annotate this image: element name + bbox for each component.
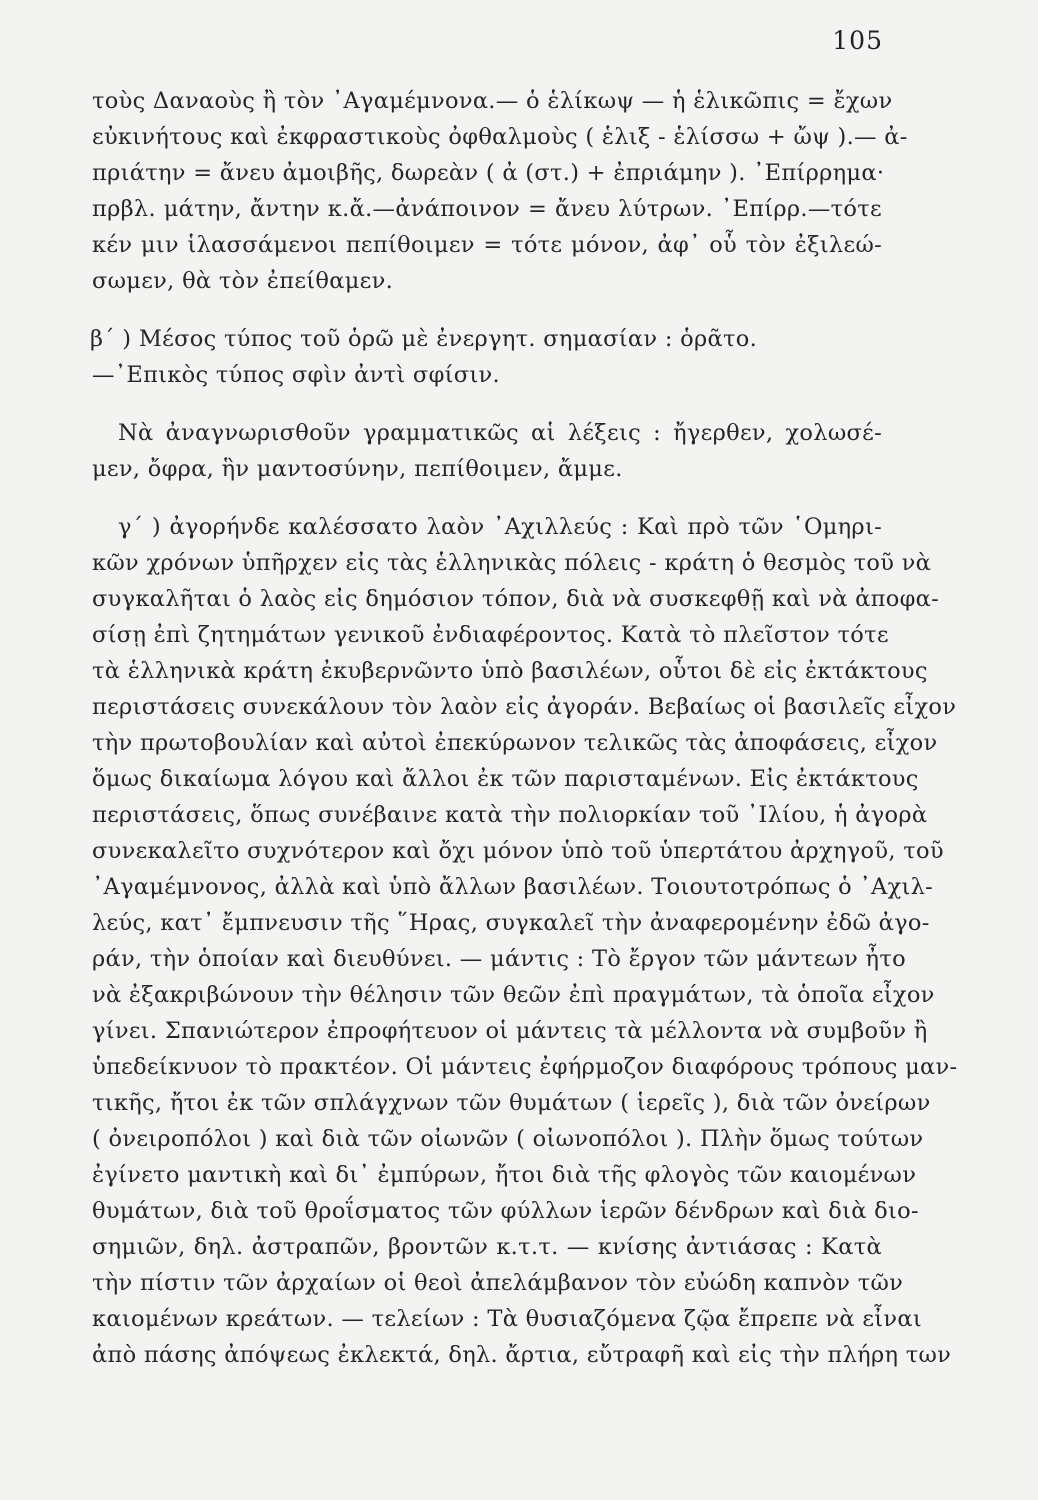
text-line: ( ὀνειροπόλοι ) καὶ διὰ τῶν οἰωνῶν ( οἰωνοπόλοι ). Πλὴν ὅμως τούτων <box>92 1126 924 1152</box>
text-line: πρβλ. μάτην, ἄντην κ.ἄ.—ἀνάποινον = ἄνευ λύτρων. ᾿Επίρρ.—τότε <box>92 196 882 222</box>
text-line: συνεκαλεῖτο συχνότερον καὶ ὄχι μόνον ὑπὸ τοῦ ὑπερτάτου ἀρχηγοῦ, τοῦ <box>92 838 944 864</box>
text-line: συγκαλῆται ὁ λαὸς εἰς δημόσιον τόπον, διὰ νὰ συσκεφθῇ καὶ νὰ ἀποφα- <box>92 586 940 612</box>
text-line: εὐκινήτους καὶ ἐκφραστικοὺς ὀφθαλμοὺς ( ἑλιξ - ἑλίσσω + ὤψ ).— ἀ- <box>92 124 908 150</box>
page-number: 105 <box>832 26 883 55</box>
text-line: θυμάτων, διὰ τοῦ θροΐσματος τῶν φύλλων ἱερῶν δένδρων καὶ διὰ διο- <box>92 1198 919 1224</box>
text-line: ᾿Αγαμέμνονος, ἀλλὰ καὶ ὑπὸ ἄλλων βασιλέων. Τοιουτοτρόπως ὁ ᾿Αχιλ- <box>92 874 934 900</box>
text-line: περιστάσεις συνεκάλουν τὸν λαὸν εἰς ἀγοράν. Βεβαίως οἱ βασιλεῖς εἶχον <box>92 694 957 720</box>
text-line: —᾿Επικὸς τύπος σφὶν ἀντὶ σφίσιν. <box>92 362 500 388</box>
text-line: λεύς, κατ᾿ ἔμπνευσιν τῆς ῞Ηρας, συγκαλεῖ τὴν ἀναφερομένην ἐδῶ ἀγο- <box>92 910 930 936</box>
text-line: τὴν πρωτοβουλίαν καὶ αὐτοὶ ἐπεκύρωνον τελικῶς τὰς ἀποφάσεις, εἶχον <box>92 730 938 756</box>
text-line: τὰ ἑλληνικὰ κράτη ἐκυβερνῶντο ὑπὸ βασιλέων, οὗτοι δὲ εἰς ἐκτάκτους <box>92 658 928 684</box>
text-line: σωμεν, θὰ τὸν ἐπείθαμεν. <box>92 268 394 294</box>
text-line: πριάτην = ἄνευ ἀμοιβῆς, δωρεὰν ( ἀ (στ.) + ἐπριάμην ). ᾿Επίρρημα· <box>92 160 885 186</box>
text-line: κῶν χρόνων ὑπῆρχεν εἰς τὰς ἑλληνικὰς πόλεις - κράτη ὁ θεσμὸς τοῦ νὰ <box>92 550 932 576</box>
text-line: μεν, ὄφρα, ἣν μαντοσύνην, πεπίθοιμεν, ἄμμε. <box>92 456 623 482</box>
text-line: ἀπὸ πάσης ἀπόψεως ἐκλεκτά, δηλ. ἄρτια, εὔτραφῆ καὶ εἰς τὴν πλήρη των <box>92 1342 952 1368</box>
text-line: τοὺς Δαναοὺς ἢ τὸν ᾿Αγαμέμνονα.— ὁ ἑλίκωψ — ἡ ἑλικῶπις = ἔχων <box>92 88 893 114</box>
text-line: τὴν πίστιν τῶν ἀρχαίων οἱ θεοὶ ἀπελάμβανον τὸν εὐώδη καπνὸν τῶν <box>92 1270 904 1296</box>
text-line: γίνει. Σπανιώτερον ἐπροφήτευον οἱ μάντεις τὰ μέλλοντα νὰ συμβοῦν ἢ <box>92 1018 928 1044</box>
text-line: σίσῃ ἐπὶ ζητημάτων γενικοῦ ἐνδιαφέροντος. Κατὰ τὸ πλεῖστον τότε <box>92 622 889 648</box>
text-line: ἐγίνετο μαντικὴ καὶ δι᾿ ἐμπύρων, ἤτοι διὰ τῆς φλογὸς τῶν καιομένων <box>92 1162 917 1188</box>
text-line: κέν μιν ἱλασσάμενοι πεπίθοιμεν = τότε μόνον, ἀφ᾿ οὗ τὸν ἐξιλεώ- <box>92 232 882 258</box>
text-line: ὅμως δικαίωμα λόγου καὶ ἄλλοι ἐκ τῶν παρισταμένων. Εἰς ἐκτάκτους <box>92 766 919 792</box>
text-line: γ΄ ) ἀγορήνδε καλέσσατο λαὸν ᾿Αχιλλεύς : Καὶ πρὸ τῶν ῾Ομηρι- <box>118 514 882 540</box>
text-line: Νὰ ἀναγνωρισθοῦν γραμματικῶς αἱ λέξεις : ἤγερθεν, χολωσέ- <box>118 420 882 446</box>
text-line: ὑπεδείκνυον τὸ πρακτέον. Οἱ μάντεις ἐφήρμοζον διαφόρους τρόπους μαν- <box>92 1054 958 1080</box>
text-line: β΄ ) Μέσος τύπος τοῦ ὁρῶ μὲ ἐνεργητ. σημασίαν : ὁρᾶτο. <box>90 326 758 352</box>
text-line: τικῆς, ἤτοι ἐκ τῶν σπλάγχνων τῶν θυμάτων ( ἱερεῖς ), διὰ τῶν ὀνείρων <box>92 1090 931 1116</box>
text-line: ράν, τὴν ὁποίαν καὶ διευθύνει. — μάντις : Τὸ ἔργον τῶν μάντεων ἦτο <box>92 946 906 972</box>
text-line: καιομένων κρεάτων. — τελείων : Τὰ θυσιαζόμενα ζῷα ἔπρεπε νὰ εἶναι <box>92 1306 923 1332</box>
text-line: νὰ ἐξακριβώνουν τὴν θέλησιν τῶν θεῶν ἐπὶ πραγμάτων, τὰ ὁποῖα εἶχον <box>92 982 935 1008</box>
text-line: σημιῶν, δηλ. ἀστραπῶν, βροντῶν κ.τ.τ. — κνίσης ἀντιάσας : Κατὰ <box>92 1234 882 1260</box>
text-line: περιστάσεις, ὅπως συνέβαινε κατὰ τὴν πολιορκίαν τοῦ ᾿Ιλίου, ἡ ἀγορὰ <box>92 802 928 828</box>
